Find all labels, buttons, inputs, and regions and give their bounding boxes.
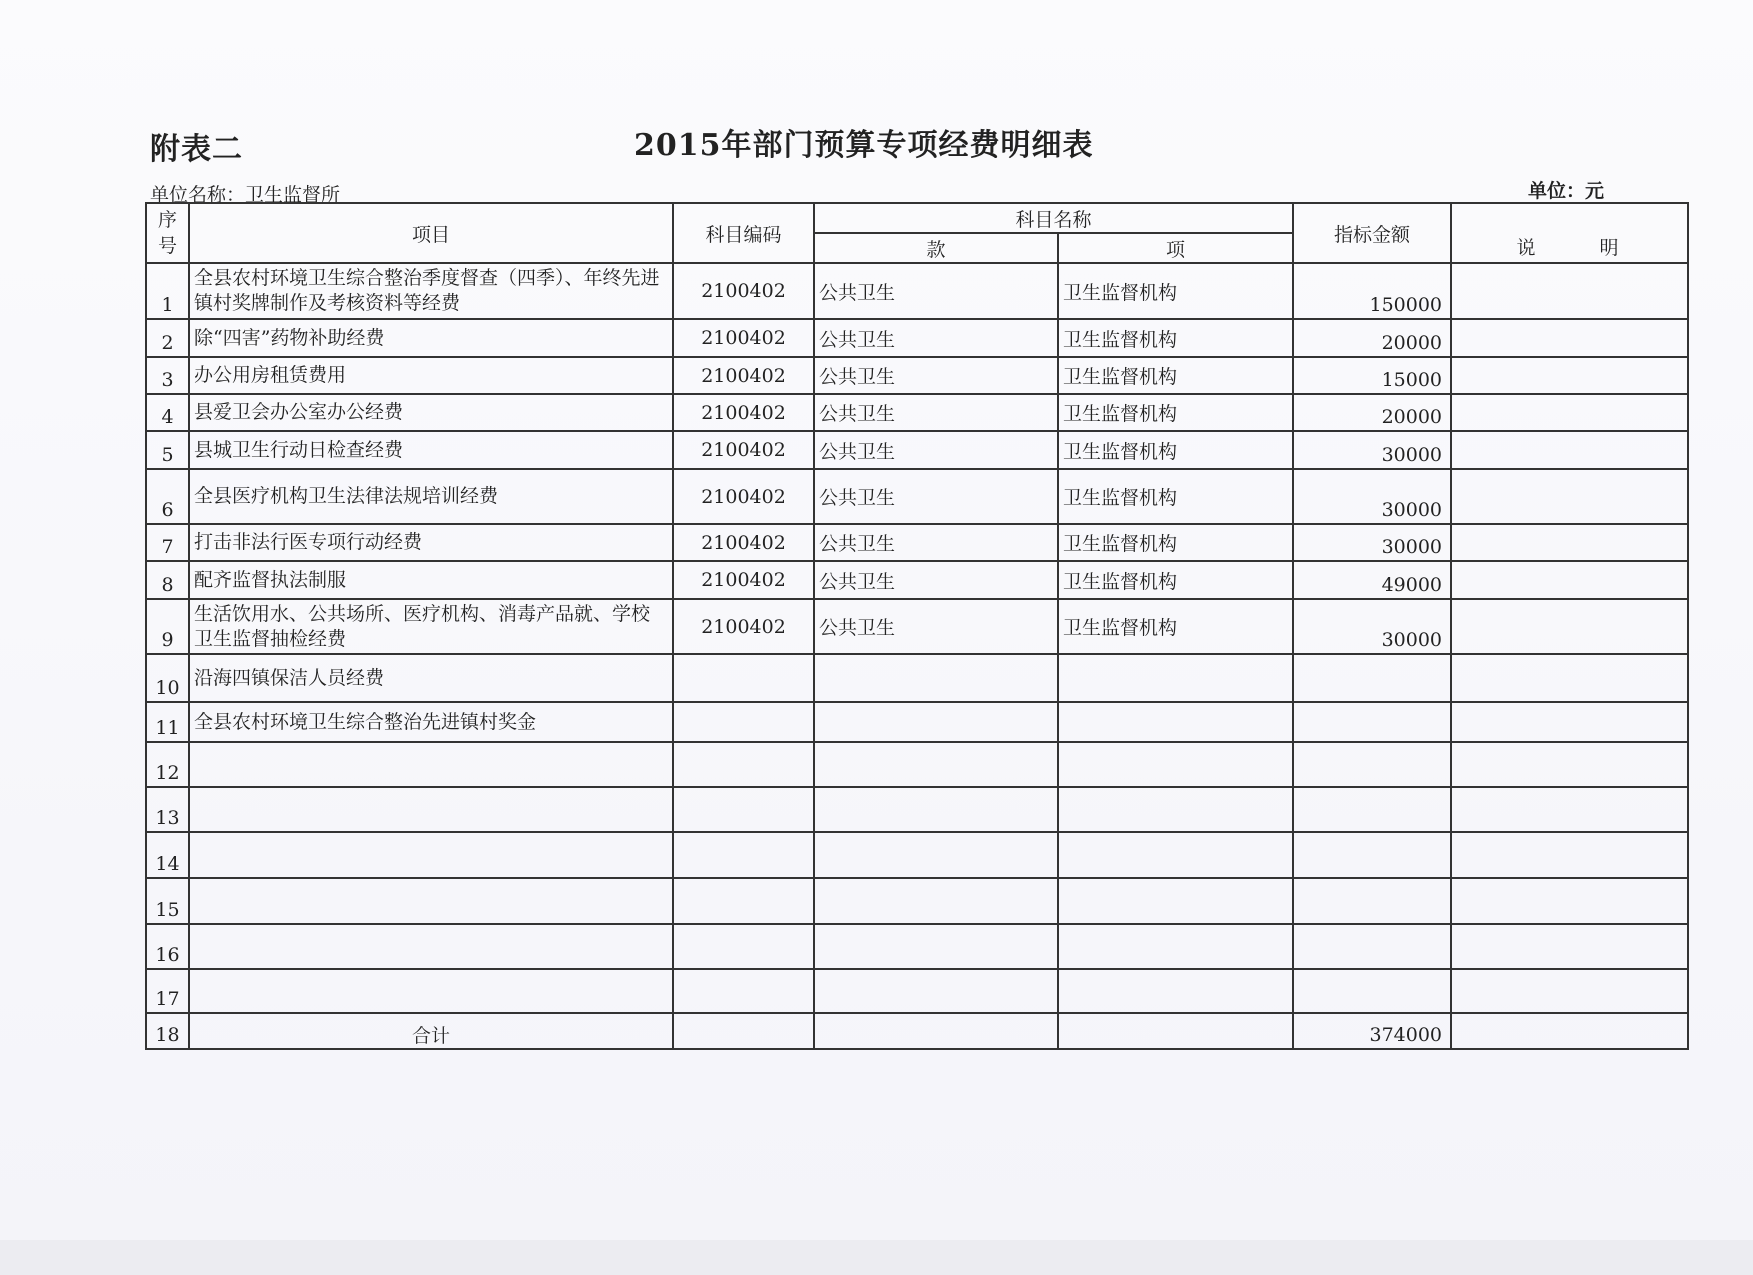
total-seq: 18 — [146, 1013, 189, 1049]
table-row — [146, 702, 1688, 742]
row-amount — [1293, 878, 1451, 924]
row-amount: 20000 — [1293, 319, 1451, 357]
row-kuan: 公共卫生 — [814, 599, 1058, 654]
row-xiang — [1058, 878, 1293, 924]
row-note — [1451, 969, 1688, 1013]
row-note — [1451, 524, 1688, 561]
row-note — [1451, 561, 1688, 599]
row-amount: 30000 — [1293, 524, 1451, 561]
row-item — [189, 787, 673, 832]
row-item: 全县医疗机构卫生法律法规培训经费 — [189, 469, 673, 524]
scan-edge-shade — [0, 1240, 1753, 1275]
row-xiang: 卫生监督机构 — [1058, 599, 1293, 654]
table-row — [146, 319, 1688, 357]
row-subject-code: 2100402 — [673, 431, 814, 469]
header-note — [1451, 203, 1688, 263]
row-item: 生活饮用水、公共场所、医疗机构、消毒产品就、学校卫生监督抽检经费 — [189, 599, 673, 654]
budget-table — [145, 202, 1689, 1050]
row-note — [1451, 319, 1688, 357]
row-kuan — [814, 702, 1058, 742]
row-amount — [1293, 787, 1451, 832]
header-note-right: 明 — [1599, 237, 1623, 259]
row-item: 全县农村环境卫生综合整治季度督查（四季）、年终先进镇村奖牌制作及考核资料等经费 — [189, 263, 673, 319]
row-xiang — [1058, 969, 1293, 1013]
row-amount — [1293, 742, 1451, 787]
row-kuan: 公共卫生 — [814, 431, 1058, 469]
total-xiang-cell — [1058, 1013, 1293, 1049]
total-row — [146, 1013, 1688, 1049]
header-note-left: 说 — [1516, 237, 1540, 259]
row-amount — [1293, 969, 1451, 1013]
row-seq: 15 — [146, 878, 189, 924]
row-xiang — [1058, 832, 1293, 878]
row-seq: 7 — [146, 524, 189, 561]
row-item: 除“四害”药物补助经费 — [189, 319, 673, 357]
header-seq-top: 序 — [157, 209, 177, 231]
row-subject-code: 2100402 — [673, 561, 814, 599]
row-note — [1451, 654, 1688, 702]
header-amount: 指标金额 — [1293, 203, 1451, 263]
row-kuan — [814, 878, 1058, 924]
row-seq: 12 — [146, 742, 189, 787]
row-amount: 30000 — [1293, 469, 1451, 524]
row-seq: 14 — [146, 832, 189, 878]
row-kuan: 公共卫生 — [814, 561, 1058, 599]
row-amount: 49000 — [1293, 561, 1451, 599]
table-row — [146, 878, 1688, 924]
row-item — [189, 878, 673, 924]
table-row — [146, 469, 1688, 524]
table-row — [146, 357, 1688, 394]
row-subject-code — [673, 924, 814, 969]
row-item — [189, 832, 673, 878]
row-item — [189, 742, 673, 787]
row-amount — [1293, 924, 1451, 969]
row-item — [189, 924, 673, 969]
row-kuan: 公共卫生 — [814, 524, 1058, 561]
row-item: 办公用房租赁费用 — [189, 357, 673, 394]
row-seq: 1 — [146, 263, 189, 319]
row-note — [1451, 832, 1688, 878]
row-note — [1451, 263, 1688, 319]
row-xiang — [1058, 742, 1293, 787]
row-xiang: 卫生监督机构 — [1058, 394, 1293, 431]
table-row — [146, 561, 1688, 599]
row-xiang: 卫生监督机构 — [1058, 319, 1293, 357]
row-seq: 13 — [146, 787, 189, 832]
row-seq: 4 — [146, 394, 189, 431]
table-row — [146, 742, 1688, 787]
table-row — [146, 787, 1688, 832]
row-seq: 2 — [146, 319, 189, 357]
row-kuan: 公共卫生 — [814, 319, 1058, 357]
table-row — [146, 832, 1688, 878]
row-seq: 3 — [146, 357, 189, 394]
header-item: 项目 — [189, 203, 673, 263]
row-kuan — [814, 969, 1058, 1013]
row-note — [1451, 742, 1688, 787]
row-item — [189, 969, 673, 1013]
row-xiang — [1058, 702, 1293, 742]
total-note-cell — [1451, 1013, 1688, 1049]
row-kuan — [814, 787, 1058, 832]
row-subject-code — [673, 878, 814, 924]
row-subject-code: 2100402 — [673, 469, 814, 524]
table-row — [146, 524, 1688, 561]
row-note — [1451, 787, 1688, 832]
row-note — [1451, 357, 1688, 394]
table-row — [146, 924, 1688, 969]
row-kuan: 公共卫生 — [814, 394, 1058, 431]
row-kuan — [814, 832, 1058, 878]
row-item: 配齐监督执法制服 — [189, 561, 673, 599]
row-amount: 30000 — [1293, 599, 1451, 654]
header-xiang: 项 — [1058, 233, 1293, 263]
row-xiang: 卫生监督机构 — [1058, 469, 1293, 524]
unit-name: 单位名称：卫生监督所 — [150, 184, 341, 206]
header-seq-bottom: 号 — [157, 235, 177, 257]
row-item: 县爱卫会办公室办公经费 — [189, 394, 673, 431]
row-item: 全县农村环境卫生综合整治先进镇村奖金 — [189, 702, 673, 742]
row-seq: 10 — [146, 654, 189, 702]
table-row — [146, 969, 1688, 1013]
document-title: 2015年部门预算专项经费明细表 — [634, 128, 1094, 163]
header-kuan: 款 — [814, 233, 1058, 263]
currency-unit: 单位：元 — [1528, 180, 1605, 202]
total-label: 合计 — [189, 1013, 673, 1049]
row-subject-code — [673, 742, 814, 787]
row-amount — [1293, 832, 1451, 878]
row-note — [1451, 702, 1688, 742]
table-row — [146, 394, 1688, 431]
row-subject-code — [673, 832, 814, 878]
header-subject-name: 科目名称 — [814, 203, 1293, 233]
row-subject-code: 2100402 — [673, 394, 814, 431]
row-seq: 5 — [146, 431, 189, 469]
row-xiang: 卫生监督机构 — [1058, 561, 1293, 599]
row-amount — [1293, 702, 1451, 742]
table-row — [146, 431, 1688, 469]
table-row — [146, 263, 1688, 319]
row-seq: 8 — [146, 561, 189, 599]
total-kuan-cell — [814, 1013, 1058, 1049]
table-row — [146, 599, 1688, 654]
row-subject-code: 2100402 — [673, 263, 814, 319]
row-amount: 20000 — [1293, 394, 1451, 431]
row-amount: 15000 — [1293, 357, 1451, 394]
row-kuan — [814, 654, 1058, 702]
row-kuan: 公共卫生 — [814, 263, 1058, 319]
row-seq: 11 — [146, 702, 189, 742]
row-item: 打击非法行医专项行动经费 — [189, 524, 673, 561]
row-xiang: 卫生监督机构 — [1058, 524, 1293, 561]
row-seq: 17 — [146, 969, 189, 1013]
row-amount: 30000 — [1293, 431, 1451, 469]
row-subject-code: 2100402 — [673, 599, 814, 654]
row-note — [1451, 431, 1688, 469]
row-kuan: 公共卫生 — [814, 469, 1058, 524]
row-note — [1451, 394, 1688, 431]
row-note — [1451, 469, 1688, 524]
total-amount: 374000 — [1293, 1013, 1451, 1049]
row-note — [1451, 878, 1688, 924]
row-subject-code — [673, 787, 814, 832]
total-code-cell — [673, 1013, 814, 1049]
row-kuan: 公共卫生 — [814, 357, 1058, 394]
row-subject-code — [673, 702, 814, 742]
row-amount — [1293, 654, 1451, 702]
row-subject-code — [673, 654, 814, 702]
attachment-label: 附表二 — [150, 132, 243, 167]
row-seq: 6 — [146, 469, 189, 524]
row-note — [1451, 599, 1688, 654]
table-row — [146, 654, 1688, 702]
row-subject-code: 2100402 — [673, 319, 814, 357]
row-seq: 9 — [146, 599, 189, 654]
row-amount: 150000 — [1293, 263, 1451, 319]
row-note — [1451, 924, 1688, 969]
row-xiang — [1058, 787, 1293, 832]
row-xiang: 卫生监督机构 — [1058, 357, 1293, 394]
row-subject-code: 2100402 — [673, 524, 814, 561]
row-kuan — [814, 742, 1058, 787]
row-subject-code — [673, 969, 814, 1013]
row-item: 沿海四镇保洁人员经费 — [189, 654, 673, 702]
header-subject-code: 科目编码 — [673, 203, 814, 263]
row-xiang: 卫生监督机构 — [1058, 263, 1293, 319]
row-subject-code: 2100402 — [673, 357, 814, 394]
row-seq: 16 — [146, 924, 189, 969]
row-xiang: 卫生监督机构 — [1058, 431, 1293, 469]
row-item: 县城卫生行动日检查经费 — [189, 431, 673, 469]
header-seq — [146, 203, 189, 263]
row-kuan — [814, 924, 1058, 969]
row-xiang — [1058, 654, 1293, 702]
row-xiang — [1058, 924, 1293, 969]
